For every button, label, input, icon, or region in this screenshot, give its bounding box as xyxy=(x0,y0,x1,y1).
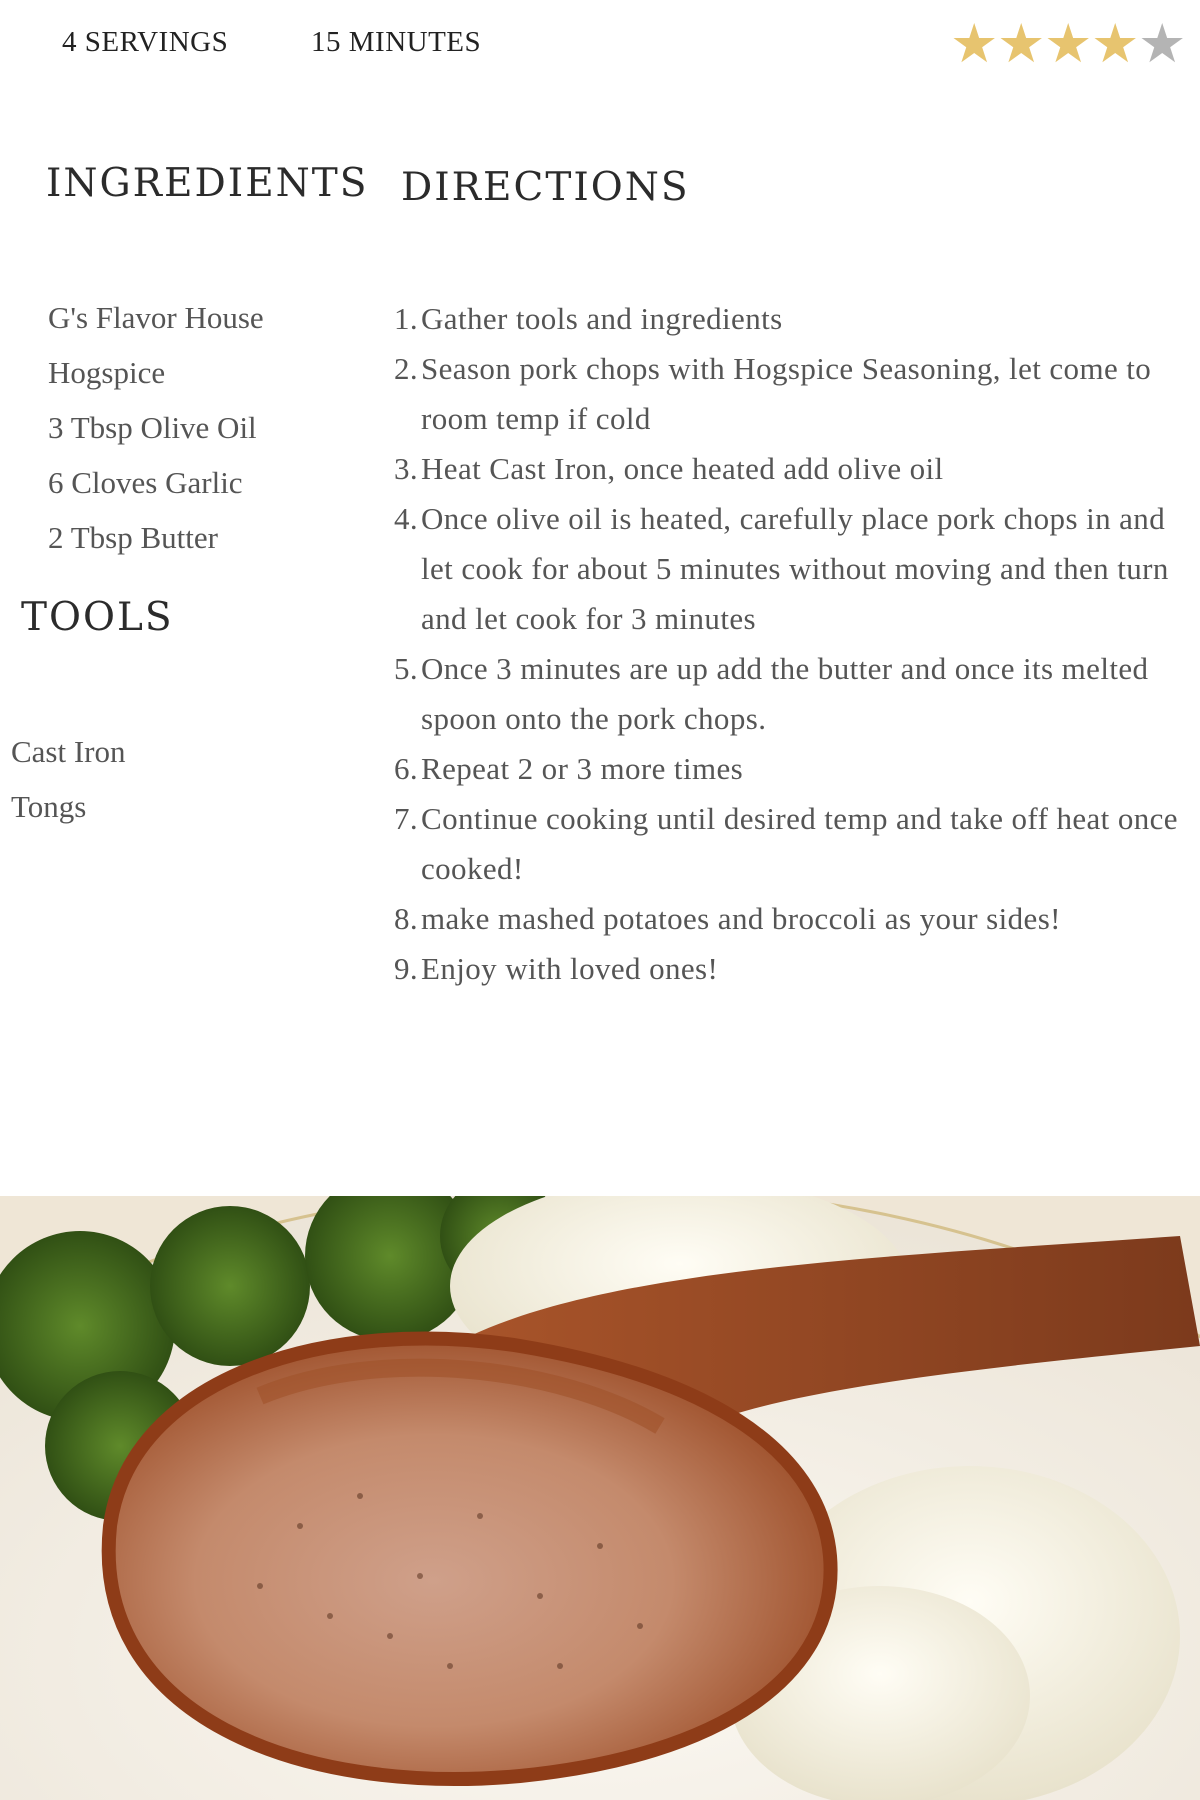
star-icon: ★ xyxy=(1138,12,1187,75)
step-number: 9. xyxy=(394,951,419,986)
star-icon: ★ xyxy=(950,12,999,75)
direction-step xyxy=(394,494,1184,644)
step-number: 4. xyxy=(394,501,419,536)
direction-step xyxy=(394,744,1184,794)
ingredient-item: 2 Tbsp Butter xyxy=(48,520,218,555)
direction-step xyxy=(394,444,1184,494)
directions-list xyxy=(394,294,1184,994)
tool-item: Tongs xyxy=(11,789,87,824)
tools-heading: TOOLS xyxy=(21,595,174,640)
servings-label: 4 SERVINGS xyxy=(62,26,229,58)
direction-step xyxy=(394,344,1184,444)
step-text: Continue cooking until desired temp and take off heat once cooked! xyxy=(421,801,1178,886)
tools-list xyxy=(11,724,126,834)
star-rating xyxy=(950,14,1185,74)
direction-step xyxy=(394,794,1184,894)
step-text: Season pork chops with Hogspice Seasoning, let come to room temp if cold xyxy=(421,351,1152,436)
step-text: make mashed potatoes and broccoli as your sides! xyxy=(421,901,1061,936)
step-number: 3. xyxy=(394,451,419,486)
step-text: Repeat 2 or 3 more times xyxy=(421,751,744,786)
star-icon: ★ xyxy=(997,12,1046,75)
ingredient-item: G's Flavor House xyxy=(48,300,264,335)
pork-chop-photo xyxy=(0,1196,1200,1800)
direction-step xyxy=(394,894,1184,944)
direction-step xyxy=(394,644,1184,744)
step-number: 6. xyxy=(394,751,419,786)
step-text: Heat Cast Iron, once heated add olive oil xyxy=(421,451,944,486)
step-number: 2. xyxy=(394,351,419,386)
step-text: Gather tools and ingredients xyxy=(421,301,783,336)
ingredients-heading: INGREDIENTS xyxy=(46,161,369,206)
step-text: Once olive oil is heated, carefully place pork chops in and let cook for about 5 minutes without moving and then turn and let cook for 3 minutes xyxy=(421,501,1169,636)
step-number: 7. xyxy=(394,801,419,836)
ingredient-item: 3 Tbsp Olive Oil xyxy=(48,410,257,445)
tool-item: Cast Iron xyxy=(11,734,126,769)
direction-step xyxy=(394,944,1184,994)
ingredient-item: Hogspice xyxy=(48,355,166,390)
star-icon: ★ xyxy=(1091,12,1140,75)
direction-step xyxy=(394,294,1184,344)
step-text: Once 3 minutes are up add the butter and once its melted spoon onto the pork chops. xyxy=(421,651,1149,736)
star-icon: ★ xyxy=(1044,12,1093,75)
step-number: 8. xyxy=(394,901,419,936)
ingredients-list xyxy=(48,290,264,565)
food-illustration xyxy=(0,1196,1200,1800)
step-number: 5. xyxy=(394,651,419,686)
step-text: Enjoy with loved ones! xyxy=(421,951,719,986)
time-label: 15 MINUTES xyxy=(311,26,482,58)
pork-chop xyxy=(109,1339,831,1779)
ingredient-item: 6 Cloves Garlic xyxy=(48,465,243,500)
step-number: 1. xyxy=(394,301,419,336)
directions-heading: DIRECTIONS xyxy=(401,165,690,210)
